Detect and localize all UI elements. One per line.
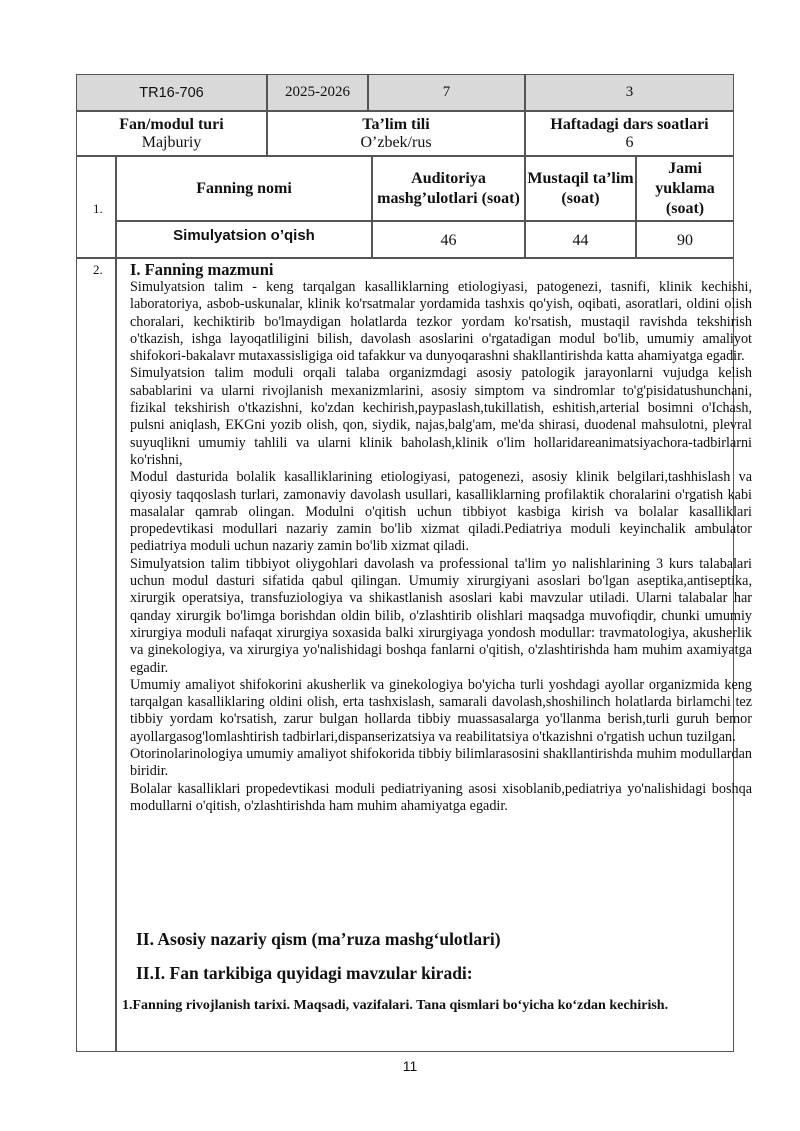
- auditory-hours-header: Auditoriya mashg’ulotlari (soat): [372, 156, 525, 221]
- weekly-hours-cell: [525, 111, 734, 156]
- language-cell: [267, 111, 525, 156]
- independent-hours-cell: [525, 221, 636, 258]
- semester-cell: [368, 74, 525, 111]
- independent-hours-header: Mustaqil ta’lim (soat): [525, 156, 636, 221]
- academic-year: 2025-2026: [285, 84, 350, 100]
- row-number-cell-1: [76, 156, 116, 258]
- subject-name: Simulyatsion o’qish: [173, 227, 315, 244]
- module-type-label: Fan/modul turi: [119, 115, 224, 133]
- page-number: 11: [402, 1058, 418, 1074]
- paragraph: Simulyatsion talim - keng tarqalgan kasalliklarning etiologiyasi, patogenezi, tasnifi, klinik kechishi, laboratoriya, asbob-uskunalar, klinik ko'rsatmalar yordamida tashxis qo'yish, oqibati, asoratlari, oldini olish choralari, kechiktirib bo'lmaydigan holatlarda tezkor yordam ko'rsatish, mustaqil ravishda tekshirish o'tkazish, ishga layoqatliligini bilish, davolash asoslarini o'rgatadigan modul bo'lib, umumiy amaliyot shifokori-bakalavr mutaxassisligiga oid tafakkur va dunyoqarashni shakllantirishda katta ahamiyatga egadir.: [130, 279, 752, 365]
- auditory-hours-cell: [372, 221, 525, 258]
- row-number-cell-2: [76, 258, 116, 1052]
- total-hours-cell: [636, 221, 734, 258]
- course-code-cell: [76, 74, 267, 111]
- total-hours-header: Jami yuklama (soat): [636, 156, 734, 221]
- weekly-hours-value: 6: [625, 133, 634, 151]
- weekly-hours-label: Haftadagi dars soatlari: [550, 115, 709, 133]
- section-1-heading: I. Fanning mazmuni: [130, 260, 274, 279]
- section-2-heading: II. Asosiy nazariy qism (ma’ruza mashg‘ulotlari): [136, 929, 501, 949]
- module-type-cell: [76, 111, 267, 156]
- paragraph: Otorinolarinologiya umumiy amaliyot shifokorida tibbiy bilimlarasosini shakllantirishda muhim modullardan biridir.: [130, 746, 752, 780]
- language-value: O’zbek/rus: [360, 133, 432, 151]
- total-hours: 90: [677, 232, 693, 249]
- credits: 3: [625, 84, 634, 100]
- paragraph: Umumiy amaliyot shifokorini akusherlik va ginekologiya bo'yicha turli yoshdagi ayollar organizmida keng tarqalgan kasalliklaring oldini olish, erta tashxislash, samarali davolash,shoshilinch holatlarda birlamchi tez tibbiy yordam ko'rsatish, zarur bulgan hollarda tibbiy muassasalarga yo'llanma berish,turli guruh bemor ayollargasog'lomlashtirish tadbirlari,dispanserizatsiya va reabilitatsiya o'tkazishni o'rgatish uchun tuzilgan.: [130, 676, 752, 745]
- row-number-1: 1.: [93, 201, 103, 216]
- topic-item: 1.Fanning rivojlanish tarixi. Maqsadi, vazifalari. Tana qismlari bo‘yicha ko‘zdan kechirish.: [122, 998, 669, 1013]
- row-number-2: 2.: [93, 262, 103, 277]
- paragraph: Simulyatsion talim tibbiyot oliygohlari davolash va professional ta'lim yo nalishlarining 3 kurs talabalari uchun modul dasturi sifatida qabul qilingan. Umumiy xirurgiyani asoslari bo'lgan aseptika,antiseptika, xirurgik operatsiya, transfuziologiya va shikastlanish asoslari kabi mavzular utiladi. Ularni talabalar har qanday xirurgik bo'limga borishdan oldin bilib, o'zlashtirib olishlari maqsadga muvofiqdir, chunki umumiy xirurgiya moduli nafaqat xirurgiya soxasida balki xirurgiyaga yondosh modullar: travmatologiya, akusherlik va ginekologiya, va xirurgiya yo'nalishidagi boshqa fanlarni o'qitish, o'zlashtirishda ham muhim axamiyatga egadir.: [130, 555, 752, 676]
- paragraph: Modul dasturida bolalik kasalliklarining etiologiyasi, patogenezi, asosiy klinik belgilari,tashhislash va qiyosiy taqqoslash turlari, zamonaviy davolash usullari, kasalliklarning profilaktik choralarini o'rgatish kabi masalalar qamrab olingan. Modulni o'qitish uchun tibbiyot kasbiga kirish va bolalar kasalliklari propedevtikasi modullari nazariy zamin bo'lib xizmat qiladi.Pediatriya moduli keyinchalik ambulator pediatriya moduli uchun nazariy zamin bo'lib xizmat qiladi.: [130, 469, 752, 555]
- auditory-hours: 46: [440, 232, 457, 249]
- module-type-value: Majburiy: [141, 133, 202, 151]
- course-description: [130, 279, 752, 815]
- subject-name-header: Fanning nomi: [116, 156, 372, 221]
- language-label: Ta’lim tili: [362, 115, 430, 133]
- independent-hours: 44: [572, 232, 589, 249]
- paragraph: Bolalar kasalliklari propedevtikasi moduli pediatriyaning asosi xisoblanib,pediatriya yo'nalishidagi boshqa modullarni o'qitish, o'zlashtirishda ham muhim ahamiyatga egadir.: [130, 780, 752, 814]
- section-2-1-heading: II.I. Fan tarkibiga quyidagi mavzular kiradi:: [136, 963, 473, 983]
- semester: 7: [442, 84, 451, 100]
- academic-year-cell: [267, 74, 368, 111]
- subject-name-cell: [116, 221, 372, 258]
- course-code: TR16-706: [139, 84, 204, 101]
- credits-cell: [525, 74, 734, 111]
- paragraph: Simulyatsion talim moduli orqali talaba organizmdagi asosiy patologik jarayonlarni vujudga kelish sabablarini va ularni rivojlanish mexanizmlarini, asosiy simptom va sindromlar to'g'pisidatushunchani, fizikal tekshirish o'tkazishni, ko'zdan kechirish,paypaslash,tukillatish, eshitish,arterial bosimni o'Ichash, pulsni aniqlash, EKGni yozib olish, qon, siydik, najas,balg'am, me'da shirasi, duodenal mahsulotni, plevral suyuqlikni umumiy tahlili va ularni klinik baholash,klinik o'lim hollaridareanimatsiyachora-tadbirlarni ko'rishni,: [130, 365, 752, 468]
